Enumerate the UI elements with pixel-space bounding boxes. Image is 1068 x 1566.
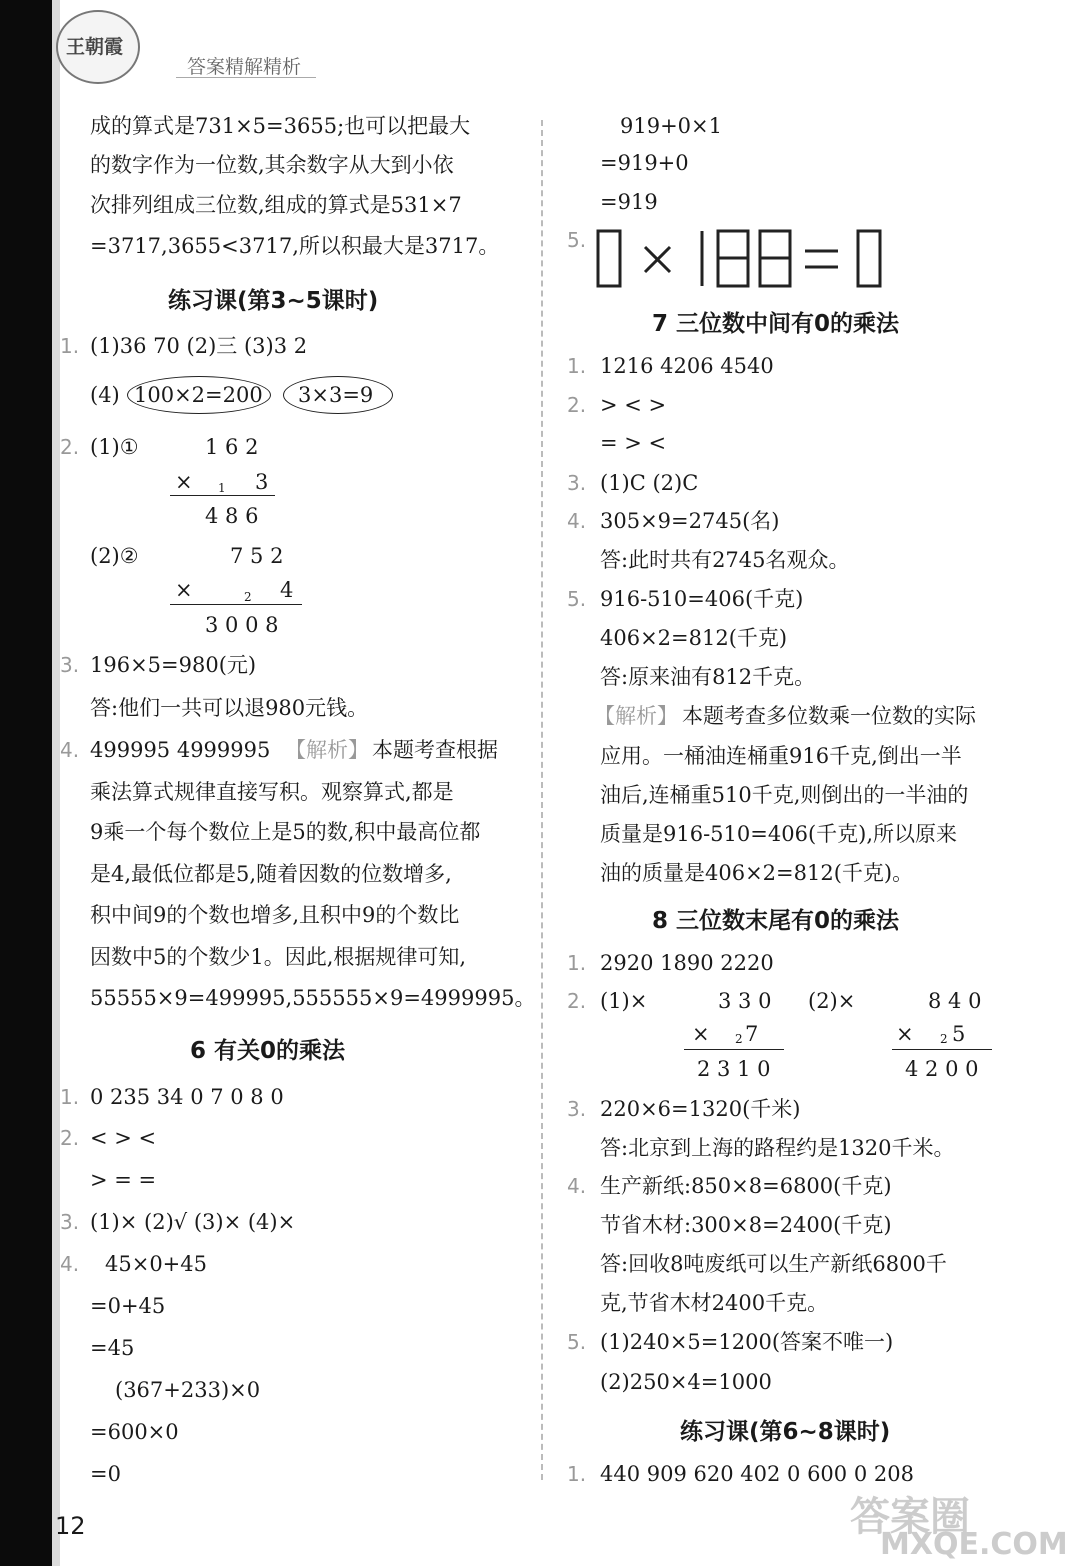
analysis-text: 积中间9的个数也增多,且积中9的个数比 — [90, 903, 460, 927]
times-sign: × — [692, 1022, 710, 1046]
question-number: 4. — [60, 738, 80, 762]
question-number: 3. — [60, 1210, 80, 1234]
question-number: 4. — [60, 1252, 80, 1276]
answer-text: 2920 1890 2220 — [600, 951, 774, 975]
vertical-row: 1 6 2 — [205, 435, 259, 459]
intro-line: 成的算式是731×5=3655;也可以把最大 — [90, 114, 471, 138]
question-number: 3. — [567, 1097, 587, 1121]
answer-text: 305×9=2745(名) — [600, 509, 780, 533]
watermark: 答案圈 — [850, 1494, 970, 1540]
circled-text: 100×2=200 — [134, 383, 263, 407]
answer-text: (1)C (2)C — [600, 471, 699, 495]
matchstick-zero — [858, 231, 880, 286]
question-number: 3. — [60, 653, 80, 677]
answer-text: > < > — [600, 393, 667, 417]
analysis-text: 质量是916-510=406(千克),所以原来 — [600, 822, 957, 846]
answer-text: > = = — [90, 1168, 157, 1192]
question-number: 4. — [567, 1174, 587, 1198]
answer-text: 答:回收8吨废纸可以生产新纸6800千 — [600, 1252, 947, 1276]
answer-text: 440 909 620 402 0 600 0 208 — [600, 1462, 914, 1486]
intro-line: 的数字作为一位数,其余数字从大到小依 — [90, 153, 454, 177]
multiplier: 7 — [745, 1022, 759, 1046]
answer-text: 916-510=406(千克) — [600, 587, 804, 611]
question-number: 5. — [567, 587, 587, 611]
carry-digit: 2 — [735, 1032, 743, 1046]
times-sign: × — [175, 470, 193, 494]
column-divider — [541, 120, 543, 1480]
vertical-rule — [170, 604, 302, 605]
sub-label: (2)× — [808, 989, 856, 1013]
answer-text: 生产新纸:850×8=6800(千克) — [600, 1174, 892, 1198]
section-title: 练习课(第3~5课时) — [168, 288, 379, 314]
calc-line: =919 — [600, 190, 658, 214]
sub-label: (1)× — [600, 989, 648, 1013]
question-number: 2. — [567, 393, 587, 417]
answer-text: (1)240×5=1200(答案不唯一) — [600, 1330, 894, 1354]
sub-label: (2)② — [90, 544, 139, 568]
analysis-text: 因数中5的个数少1。因此,根据规律可知, — [90, 945, 467, 969]
answer-text: (1)× (2)√ (3)× (4)× — [90, 1210, 296, 1234]
analysis-text: 55555×9=499995,555555×9=4999995。 — [90, 986, 536, 1010]
question-number: 1. — [567, 1462, 587, 1486]
section-title: 练习课(第6~8课时) — [680, 1419, 891, 1445]
question-number: 2. — [567, 989, 587, 1013]
vertical-row: 3 3 0 — [718, 989, 772, 1013]
answer-text: (1)36 70 (2)三 (3)3 2 — [90, 334, 308, 358]
page-edge — [0, 0, 52, 1566]
question-number: 5. — [567, 228, 587, 252]
vertical-row: 3 0 0 8 — [205, 613, 279, 637]
vertical-row: 8 4 0 — [928, 989, 982, 1013]
matchstick-equation — [590, 225, 900, 295]
answer-text: 196×5=980(元) — [90, 653, 257, 677]
vertical-row: 7 5 2 — [230, 544, 284, 568]
brand-logo — [56, 10, 140, 84]
answer-text: < > < — [90, 1126, 157, 1150]
answer-text: 0 235 34 0 7 0 8 0 — [90, 1085, 284, 1109]
watermark-url: MXQE.COM — [880, 1527, 1068, 1562]
vertical-row: 4 2 0 0 — [905, 1057, 979, 1081]
intro-line: =3717,3655<3717,所以积最大是3717。 — [90, 234, 500, 258]
calc-line: =600×0 — [90, 1420, 179, 1444]
multiplier: 5 — [952, 1022, 966, 1046]
answer-text: = > < — [600, 431, 667, 455]
section-title: 8 三位数末尾有0的乘法 — [652, 908, 900, 934]
question-number: 3. — [567, 471, 587, 495]
answer-text: 答:原来油有812千克。 — [600, 665, 816, 689]
analysis-text: 油的质量是406×2=812(千克)。 — [600, 861, 914, 885]
times-sign: × — [896, 1022, 914, 1046]
analysis-text: 本题考查根据 — [372, 738, 498, 762]
question-number: 5. — [567, 1330, 587, 1354]
question-number: 2. — [60, 435, 80, 459]
answer-text: 499995 4999995 — [90, 738, 271, 762]
matchstick-zero — [598, 231, 620, 286]
question-number: 1. — [60, 1085, 80, 1109]
carry-digit: 2 — [244, 590, 252, 604]
times-sign: × — [175, 578, 193, 602]
page-edge-shadow — [52, 0, 60, 1566]
calc-line: =45 — [90, 1336, 135, 1360]
answer-text: (2)250×4=1000 — [600, 1370, 772, 1394]
question-number: 4. — [567, 509, 587, 533]
calc-line: =919+0 — [600, 151, 689, 175]
vertical-rule — [170, 495, 275, 496]
answer-text: 220×6=1320(千米) — [600, 1097, 801, 1121]
calc-line: =0 — [90, 1462, 121, 1486]
analysis-text: 是4,最低位都是5,随着因数的位数增多, — [90, 862, 452, 886]
analysis-text: 本题考查多位数乘一位数的实际 — [682, 704, 976, 728]
page-number: 12 — [55, 1512, 86, 1540]
header-title: 答案精解精析 — [187, 56, 302, 78]
answer-text: 克,节省木材2400千克。 — [600, 1291, 829, 1315]
multiplier: 4 — [280, 578, 294, 602]
analysis-text: 油后,连桶重510千克,则倒出的一半油的 — [600, 783, 969, 807]
analysis-text: 9乘一个每个数位上是5的数,积中最高位都 — [90, 820, 481, 844]
circled-text: 3×3=9 — [298, 383, 374, 407]
vertical-row: 4 8 6 — [205, 504, 259, 528]
answer-text: 答:此时共有2745名观众。 — [600, 548, 850, 572]
carry-digit: 2 — [940, 1032, 948, 1046]
calc-line: 919+0×1 — [620, 114, 722, 138]
question-number: 2. — [60, 1126, 80, 1150]
logo-text: 王朝霞 — [66, 36, 124, 58]
carry-digit: 1 — [218, 481, 226, 495]
analysis-text: 应用。一桶油连桶重916千克,倒出一半 — [600, 744, 962, 768]
section-title: 7 三位数中间有0的乘法 — [652, 311, 900, 337]
calc-line: 45×0+45 — [105, 1252, 207, 1276]
analysis-tag: 【解析】 — [285, 738, 369, 762]
analysis-tag: 【解析】 — [594, 704, 678, 728]
sub-label: (1)① — [90, 435, 139, 459]
answer-text: 1216 4206 4540 — [600, 354, 774, 378]
calc-line: =0+45 — [90, 1294, 166, 1318]
vertical-rule — [892, 1049, 992, 1050]
question-number: 1. — [60, 334, 80, 358]
calc-line: (367+233)×0 — [115, 1378, 261, 1402]
intro-line: 次排列组成三位数,组成的算式是531×7 — [90, 193, 462, 217]
vertical-row: 2 3 1 0 — [697, 1057, 771, 1081]
section-title: 6 有关0的乘法 — [190, 1038, 346, 1064]
vertical-rule — [684, 1049, 784, 1050]
answer-text: 答:他们一共可以退980元钱。 — [90, 696, 369, 720]
question-number: 1. — [567, 951, 587, 975]
answer-text: 节省木材:300×8=2400(千克) — [600, 1213, 892, 1237]
answer-text: 406×2=812(千克) — [600, 626, 788, 650]
header-rule — [176, 77, 316, 78]
answer-text: 答:北京到上海的路程约是1320千米。 — [600, 1136, 955, 1160]
answer-prefix: (4) — [90, 383, 120, 407]
analysis-text: 乘法算式规律直接写积。观察算式,都是 — [90, 780, 454, 804]
question-number: 1. — [567, 354, 587, 378]
multiplier: 3 — [255, 470, 269, 494]
